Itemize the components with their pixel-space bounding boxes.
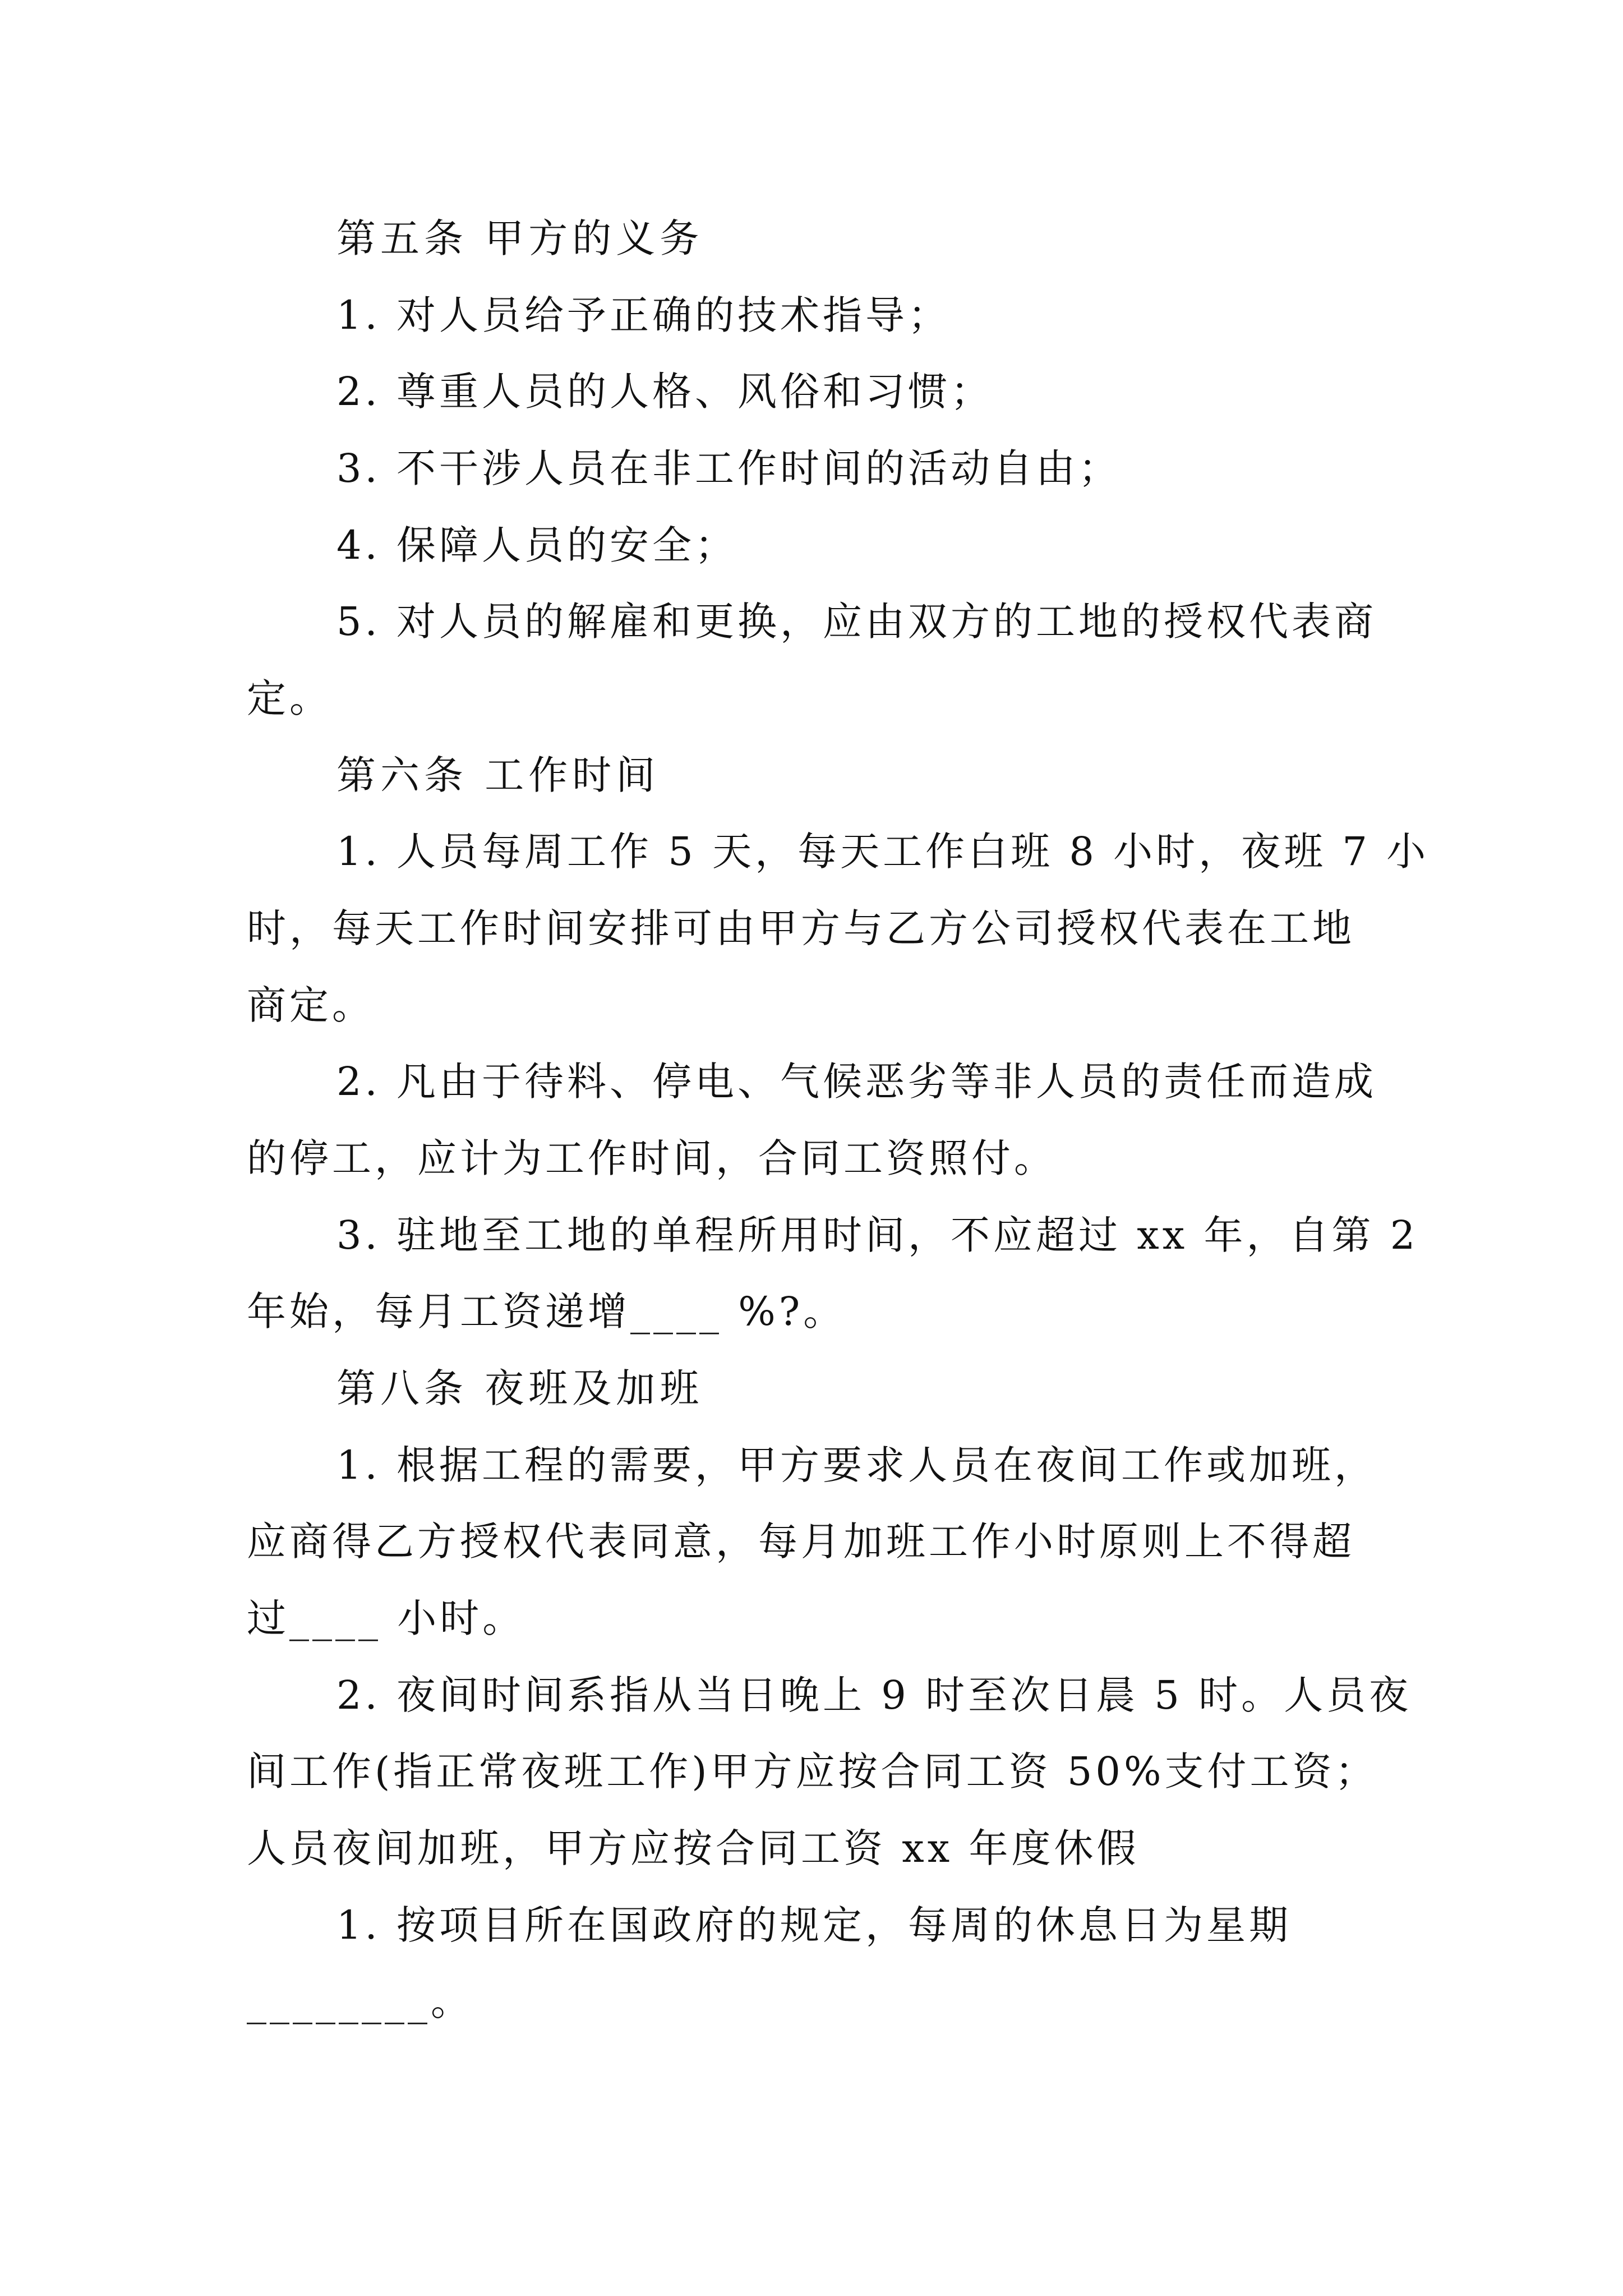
article-8-item-2-cont-2: 人员夜间加班，甲方应按合同工资 xx 年度休假	[247, 1825, 1140, 1871]
article-8-item-1-cont-1: 应商得乙方授权代表同意，每月加班工作小时原则上不得超	[247, 1519, 1355, 1565]
article-5-item-3: 3. 不干涉人员在非工作时间的活动自由；	[336, 445, 1122, 491]
article-8-item-1: 1. 根据工程的需要，甲方要求人员在夜间工作或加班，	[336, 1442, 1377, 1488]
article-5-item-2: 2. 尊重人员的人格、风俗和习惯；	[336, 369, 994, 415]
article-5-heading: 第五条 甲方的义务	[336, 215, 704, 261]
article-8-item-2: 2. 夜间时间系指从当日晚上 9 时至次日晨 5 时。人员夜	[336, 1672, 1412, 1718]
article-8-item-1-cont-2: 过____ 小时。	[247, 1595, 525, 1641]
holiday-item-1-cont: ________。	[247, 1978, 473, 2024]
article-6-heading: 第六条 工作时间	[336, 752, 660, 798]
article-6-item-1-cont-2: 商定。	[247, 982, 375, 1028]
article-5-item-4: 4. 保障人员的安全；	[336, 522, 738, 568]
article-6-item-1-cont-1: 时，每天工作时间安排可由甲方与乙方公司授权代表在工地	[247, 905, 1355, 951]
article-8-heading: 第八条 夜班及加班	[336, 1365, 704, 1411]
holiday-item-1: 1. 按项目所在国政府的规定，每周的休息日为星期	[336, 1902, 1292, 1948]
article-8-item-2-cont-1: 间工作(指正常夜班工作)甲方应按合同工资 50%支付工资；	[247, 1749, 1378, 1795]
article-5-item-1: 1. 对人员给予正确的技术指导；	[336, 292, 951, 338]
article-5-item-5: 5. 对人员的解雇和更换，应由双方的工地的授权代表商	[336, 599, 1377, 645]
article-6-item-2: 2. 凡由于待料、停电、气候恶劣等非人员的责任而造成	[336, 1059, 1377, 1105]
article-6-item-3-cont: 年始，每月工资递增____ %?。	[247, 1289, 846, 1335]
article-6-item-2-cont: 的停工，应计为工作时间，合同工资照付。	[247, 1135, 1057, 1181]
article-6-item-1: 1. 人员每周工作 5 天，每天工作白班 8 小时，夜班 7 小	[336, 829, 1430, 875]
article-5-item-5-cont: 定。	[247, 675, 332, 721]
article-6-item-3: 3. 驻地至工地的单程所用时间，不应超过 xx 年，自第 2	[336, 1212, 1419, 1258]
